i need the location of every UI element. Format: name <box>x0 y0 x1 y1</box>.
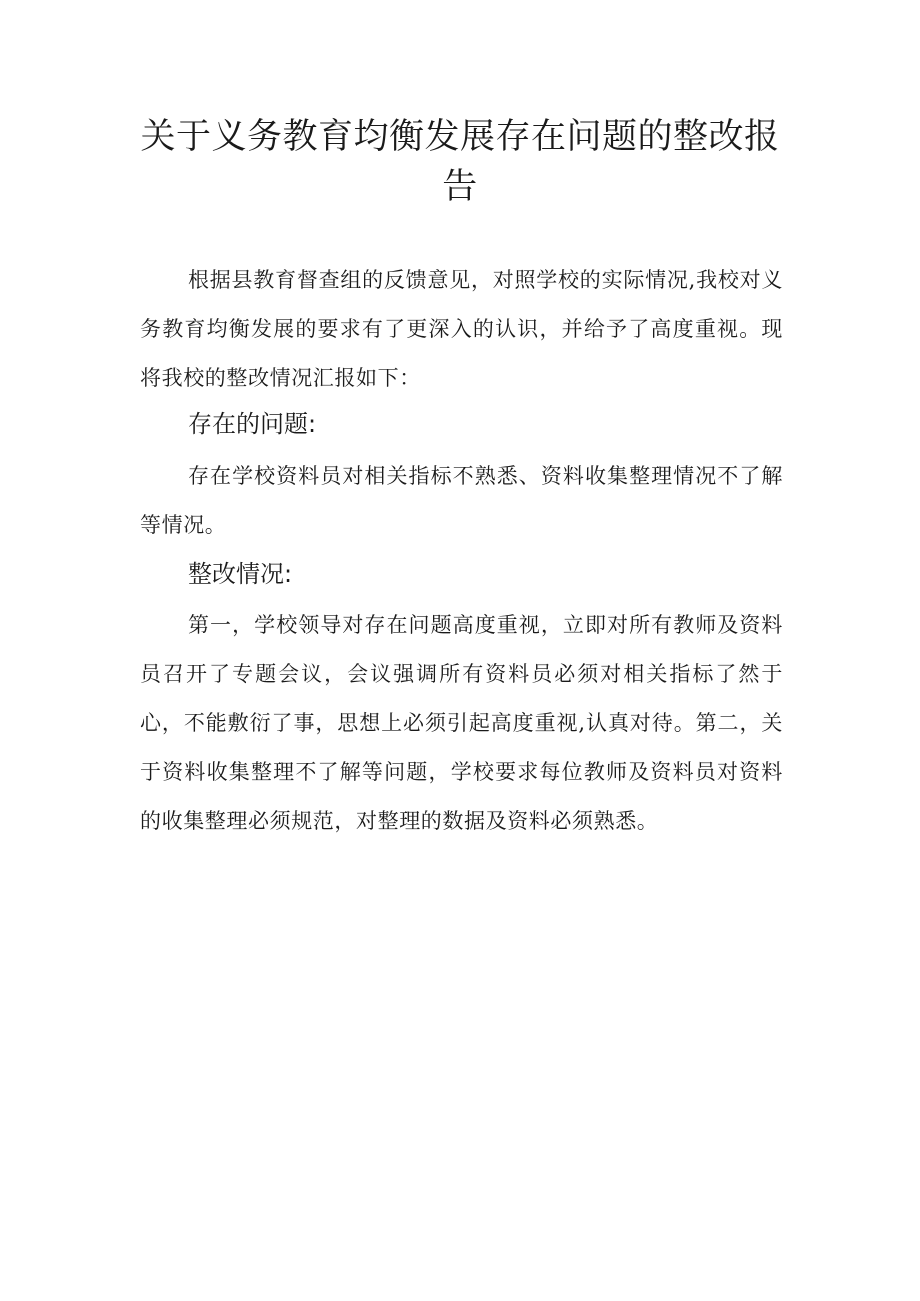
section-heading-rectification: 整改情况: <box>188 560 293 588</box>
rectification-paragraph: 第一，学校领导对存在问题高度重视，立即对所有教师及资料员召开了专题会议，会议强调所有资料员必须对相关指标了然于心，不能敷衍了事，思想上必须引起高度重视,认真对待。第二，关于资料收集整理不了解等问题，学校要求每位教师及资料员对资料的收集整理必须规范，对整理的数据及资料必须熟悉。 <box>140 613 783 833</box>
section-heading-problems: 存在的问题: <box>188 410 317 438</box>
problems-paragraph: 存在学校资料员对相关指标不熟悉、资料收集整理情况不了解等情况。 <box>140 464 783 537</box>
intro-paragraph: 根据县教育督查组的反馈意见，对照学校的实际情况,我校对义务教育均衡发展的要求有了更深入的认识，并给予了高度重视。现将我校的整改情况汇报如下： <box>140 268 783 390</box>
document-title: 关于义务教育均衡发展存在问题的整改报告 <box>140 117 780 207</box>
